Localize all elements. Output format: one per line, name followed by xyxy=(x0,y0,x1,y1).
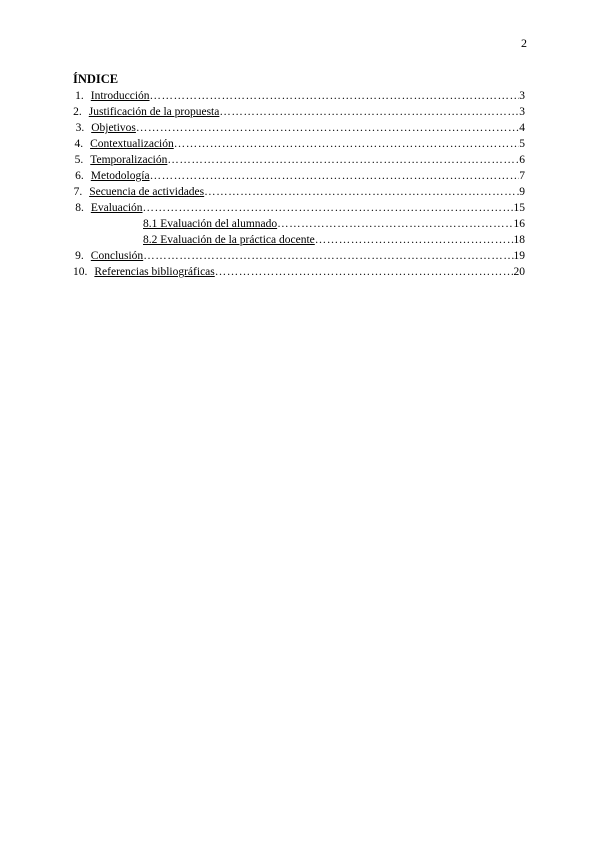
toc-entry-evaluacion-alumnado[interactable] xyxy=(143,216,525,232)
toc-entry-contextualizacion[interactable] xyxy=(73,136,525,152)
toc-entry-number: 10. xyxy=(73,266,88,278)
toc-entry-page: 9 xyxy=(519,186,525,198)
toc-leader-dots xyxy=(143,200,514,216)
toc-leader-dots xyxy=(150,88,520,104)
toc-entry-page: 4 xyxy=(519,122,525,134)
toc-leader-dots xyxy=(315,232,514,248)
toc-entry-number: 1. xyxy=(75,90,84,102)
toc-leader-dots xyxy=(219,104,519,120)
toc-entry-label[interactable]: 8.2 Evaluación de la práctica docente xyxy=(143,234,315,246)
toc-leader-dots xyxy=(143,248,513,264)
toc-entry-label[interactable]: Temporalización xyxy=(90,154,168,166)
toc-entry-label[interactable]: Objetivos xyxy=(91,122,136,134)
toc-title: ÍNDICE xyxy=(73,72,119,86)
toc-entry-label[interactable]: Contextualización xyxy=(90,138,174,150)
toc-entry-justificacion[interactable] xyxy=(73,104,525,120)
toc-entry-label[interactable]: Conclusión xyxy=(90,250,144,262)
toc-leader-dots xyxy=(277,216,513,232)
toc-entry-secuencia[interactable] xyxy=(73,184,525,200)
toc-entry-temporalizacion[interactable] xyxy=(73,152,525,168)
toc-leader-dots xyxy=(150,168,520,184)
toc-entry-introduccion[interactable] xyxy=(73,88,525,104)
toc-entry-page: 7 xyxy=(519,170,525,182)
toc-entry-page: 18 xyxy=(513,234,525,246)
toc-leader-dots xyxy=(215,264,514,280)
toc-entry-page: 16 xyxy=(513,218,525,230)
toc-entry-evaluacion-docente[interactable] xyxy=(143,232,525,248)
toc-entry-number: 6. xyxy=(75,170,84,182)
toc-entry-objetivos[interactable] xyxy=(73,120,525,136)
toc-entry-page: 3 xyxy=(519,106,525,118)
toc-entry-page: 20 xyxy=(513,266,525,278)
toc-entry-page: 19 xyxy=(513,250,525,262)
toc-entry-label[interactable]: 8.1 Evaluación del alumnado xyxy=(143,218,278,230)
toc-entry-number: 3. xyxy=(75,122,85,134)
toc-entry-conclusion[interactable] xyxy=(73,248,525,264)
toc-entry-label[interactable]: Introducción xyxy=(90,90,150,102)
toc-entry-metodologia[interactable] xyxy=(73,168,525,184)
toc-leader-dots xyxy=(136,120,519,136)
toc-entry-number: 7. xyxy=(73,186,83,198)
toc-entry-number: 8. xyxy=(75,202,84,214)
toc-leader-dots xyxy=(174,136,520,152)
toc-leader-dots xyxy=(167,152,519,168)
toc-entry-page: 6 xyxy=(519,154,525,166)
toc-entry-number: 2. xyxy=(73,106,82,118)
toc-entry-label[interactable]: Justificación de la propuesta xyxy=(88,106,220,118)
toc-entry-label[interactable]: Evaluación xyxy=(90,202,143,214)
toc-entry-page: 3 xyxy=(519,90,525,102)
toc-leader-dots xyxy=(204,184,519,200)
page-number: 2 xyxy=(521,36,527,50)
toc-entry-number: 4. xyxy=(74,138,84,150)
toc-entry-label[interactable]: Secuencia de actividades xyxy=(89,186,205,198)
toc-entry-label[interactable]: Metodología xyxy=(90,170,150,182)
toc-entry-evaluacion[interactable] xyxy=(73,200,525,216)
toc-entry-number: 5. xyxy=(74,154,84,166)
toc-entry-label[interactable]: Referencias bibliográficas xyxy=(94,266,215,278)
toc-entry-referencias[interactable] xyxy=(73,264,525,280)
toc-entry-page: 5 xyxy=(519,138,525,150)
toc-entry-number: 9. xyxy=(75,250,84,262)
toc-entry-page: 15 xyxy=(513,202,525,214)
